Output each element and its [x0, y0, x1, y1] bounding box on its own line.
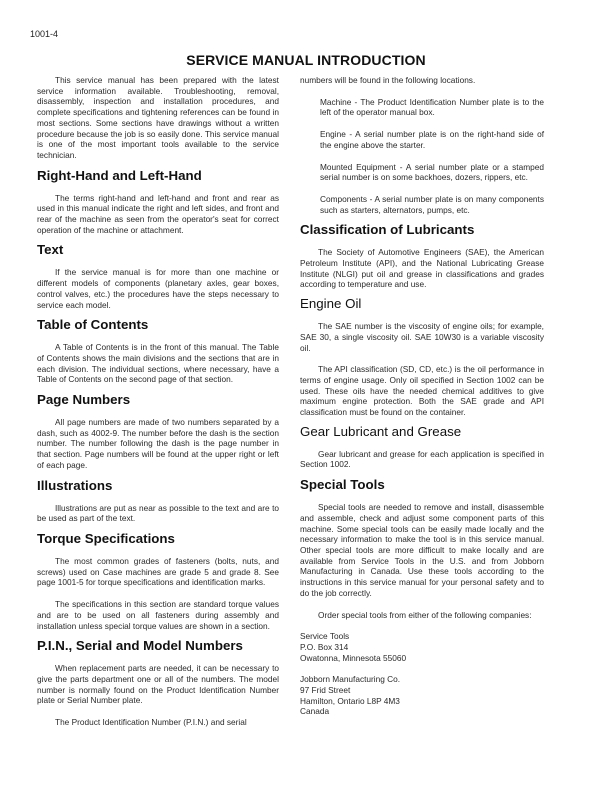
address-jobborn: [300, 674, 544, 717]
heading-engine-oil: Engine Oil: [300, 296, 362, 312]
torque-paragraph-2: The specifications in this section are standard torque values and are to be used on all fasteners during assembly and installation unless special torque values are shown in a section.: [37, 599, 279, 631]
location-machine: Machine - The Product Identification Number plate is to the left of the operator manual box.: [320, 96, 544, 118]
engine-oil-paragraph-2: The API classification (SD, CD, etc.) is the oil performance in terms of engine usage. Only oil specified in Section 1002 can be used. These oils have the needed chemical additives to give maximum engine protection. Both the SAE grade and API classification must be found on the container.: [300, 364, 544, 418]
heading-classification-of-lubricants: Classification of Lubricants: [300, 222, 475, 238]
heading-illustrations: Illustrations: [37, 477, 113, 493]
heading-table-of-contents: Table of Contents: [37, 317, 149, 333]
location-engine: Engine - A serial number plate is on the right-hand side of the engine above the starter.: [320, 129, 544, 150]
right-column: [300, 75, 544, 717]
table-of-contents-paragraph: A Table of Contents is in the front of this manual. The Table of Contents shows the main divisions and the sections that are in each division. The individual sections, where necessary, have a Table of Contents on the second page of that section.: [37, 342, 279, 385]
page-numbers-paragraph: All page numbers are made of two numbers separated by a dash, such as 4002-9. The number before the dash is the section number. The number following the dash is the page number in that section. Page numbers will be found at the upper right or left of each page.: [37, 417, 279, 470]
address-line: Owatonna, Minnesota 55060: [300, 652, 407, 663]
right-left-hand-paragraph: The terms right-hand and left-hand and front and rear as used in this manual indicate the right and left sides, and front and rear of the machine as seen from the operator's seat for correct operation of the machine or attachment.: [37, 192, 279, 235]
engine-oil-paragraph-1: The SAE number is the viscosity of engine oils; for example, SAE 30, a single viscosity oil. SAE 10W30 is a variable viscosity oil.: [300, 321, 544, 353]
address-line: 97 Frid Street: [300, 685, 351, 696]
address-line: Jobborn Manufacturing Co.: [300, 674, 401, 685]
heading-gear-lubricant: Gear Lubricant and Grease: [300, 423, 462, 439]
continuation-paragraph: numbers will be found in the following locations.: [300, 75, 476, 85]
page-number: 1001-4: [30, 29, 59, 39]
address-line: Hamilton, Ontario L8P 4M3: [300, 695, 400, 706]
lubricants-paragraph: The Society of Automotive Engineers (SAE), the American Petroleum Institute (API), and the National Lubricating Grease Institute (NLGI) put oil and grease in classifications and grades according to temperature and use.: [300, 247, 544, 290]
special-tools-paragraph-2: Order special tools from either of the following companies:: [318, 609, 532, 620]
location-mounted-equipment: Mounted Equipment - A serial number plate or a stamped serial number is on some backhoes, dozers, rippers, etc.: [320, 161, 544, 183]
location-components: Components - A serial number plate is on many components such as starters, alternators, pumps, etc.: [320, 193, 544, 215]
address-line: Service Tools: [300, 631, 350, 642]
intro-paragraph: This service manual has been prepared with the latest service information available. Troubleshooting, removal, disassembly, inspection and installation procedures, and complete specifications and tightening references can be found in most sections. Some sections have drawings without a written procedure because the job is so easily done. This service manual is one of the most important tools available to the service technician.: [37, 75, 279, 160]
special-tools-paragraph-1: Special tools are needed to remove and install, disassemble and assemble, check and adjust some component parts of this machine. Some special tools can be easily made locally and the necessary information to make the tool is in this service manual. Other special tools are more difficult to make locally and are available from Service Tools in the U.S. and from Jobborn Manufacturing in Canada. Use these tools according to the instructions in this service manual for your personal safety and to do the job correctly.: [300, 502, 544, 598]
heading-torque-specifications: Torque Specifications: [37, 530, 175, 546]
torque-paragraph-1: The most common grades of fasteners (bolts, nuts, and screws) used on Case machines are grade 5 and grade 8. See page 1001-5 for torque specifications and identification marks.: [37, 555, 279, 588]
heading-special-tools: Special Tools: [300, 477, 385, 493]
address-line: Canada: [300, 706, 330, 717]
heading-pin-serial-model: P.I.N., Serial and Model Numbers: [37, 638, 243, 654]
address-service-tools: [300, 631, 544, 663]
pin-paragraph-2: The Product Identification Number (P.I.N.) and serial: [55, 717, 247, 728]
illustrations-paragraph: Illustrations are put as near as possible to the text and are to be used as part of the text.: [37, 502, 279, 524]
left-column: [37, 75, 279, 728]
heading-text: Text: [37, 242, 64, 258]
address-line: P.O. Box 314: [300, 641, 349, 652]
pin-paragraph-1: When replacement parts are needed, it can be necessary to give the parts department one or all of the numbers. The model number is normally found on the Product Identification Number plate or Serial Number plate.: [37, 663, 279, 706]
heading-right-left-hand: Right-Hand and Left-Hand: [37, 167, 202, 183]
gear-lubricant-paragraph: Gear lubricant and grease for each application is specified in Section 1002.: [300, 448, 544, 470]
page-title: SERVICE MANUAL INTRODUCTION: [186, 52, 426, 68]
text-paragraph: If the service manual is for more than one machine or different models of components (planetary axles, gear boxes, control valves, etc.) the procedures have the steps necessary to service each model.: [37, 267, 279, 310]
heading-page-numbers: Page Numbers: [37, 392, 131, 408]
